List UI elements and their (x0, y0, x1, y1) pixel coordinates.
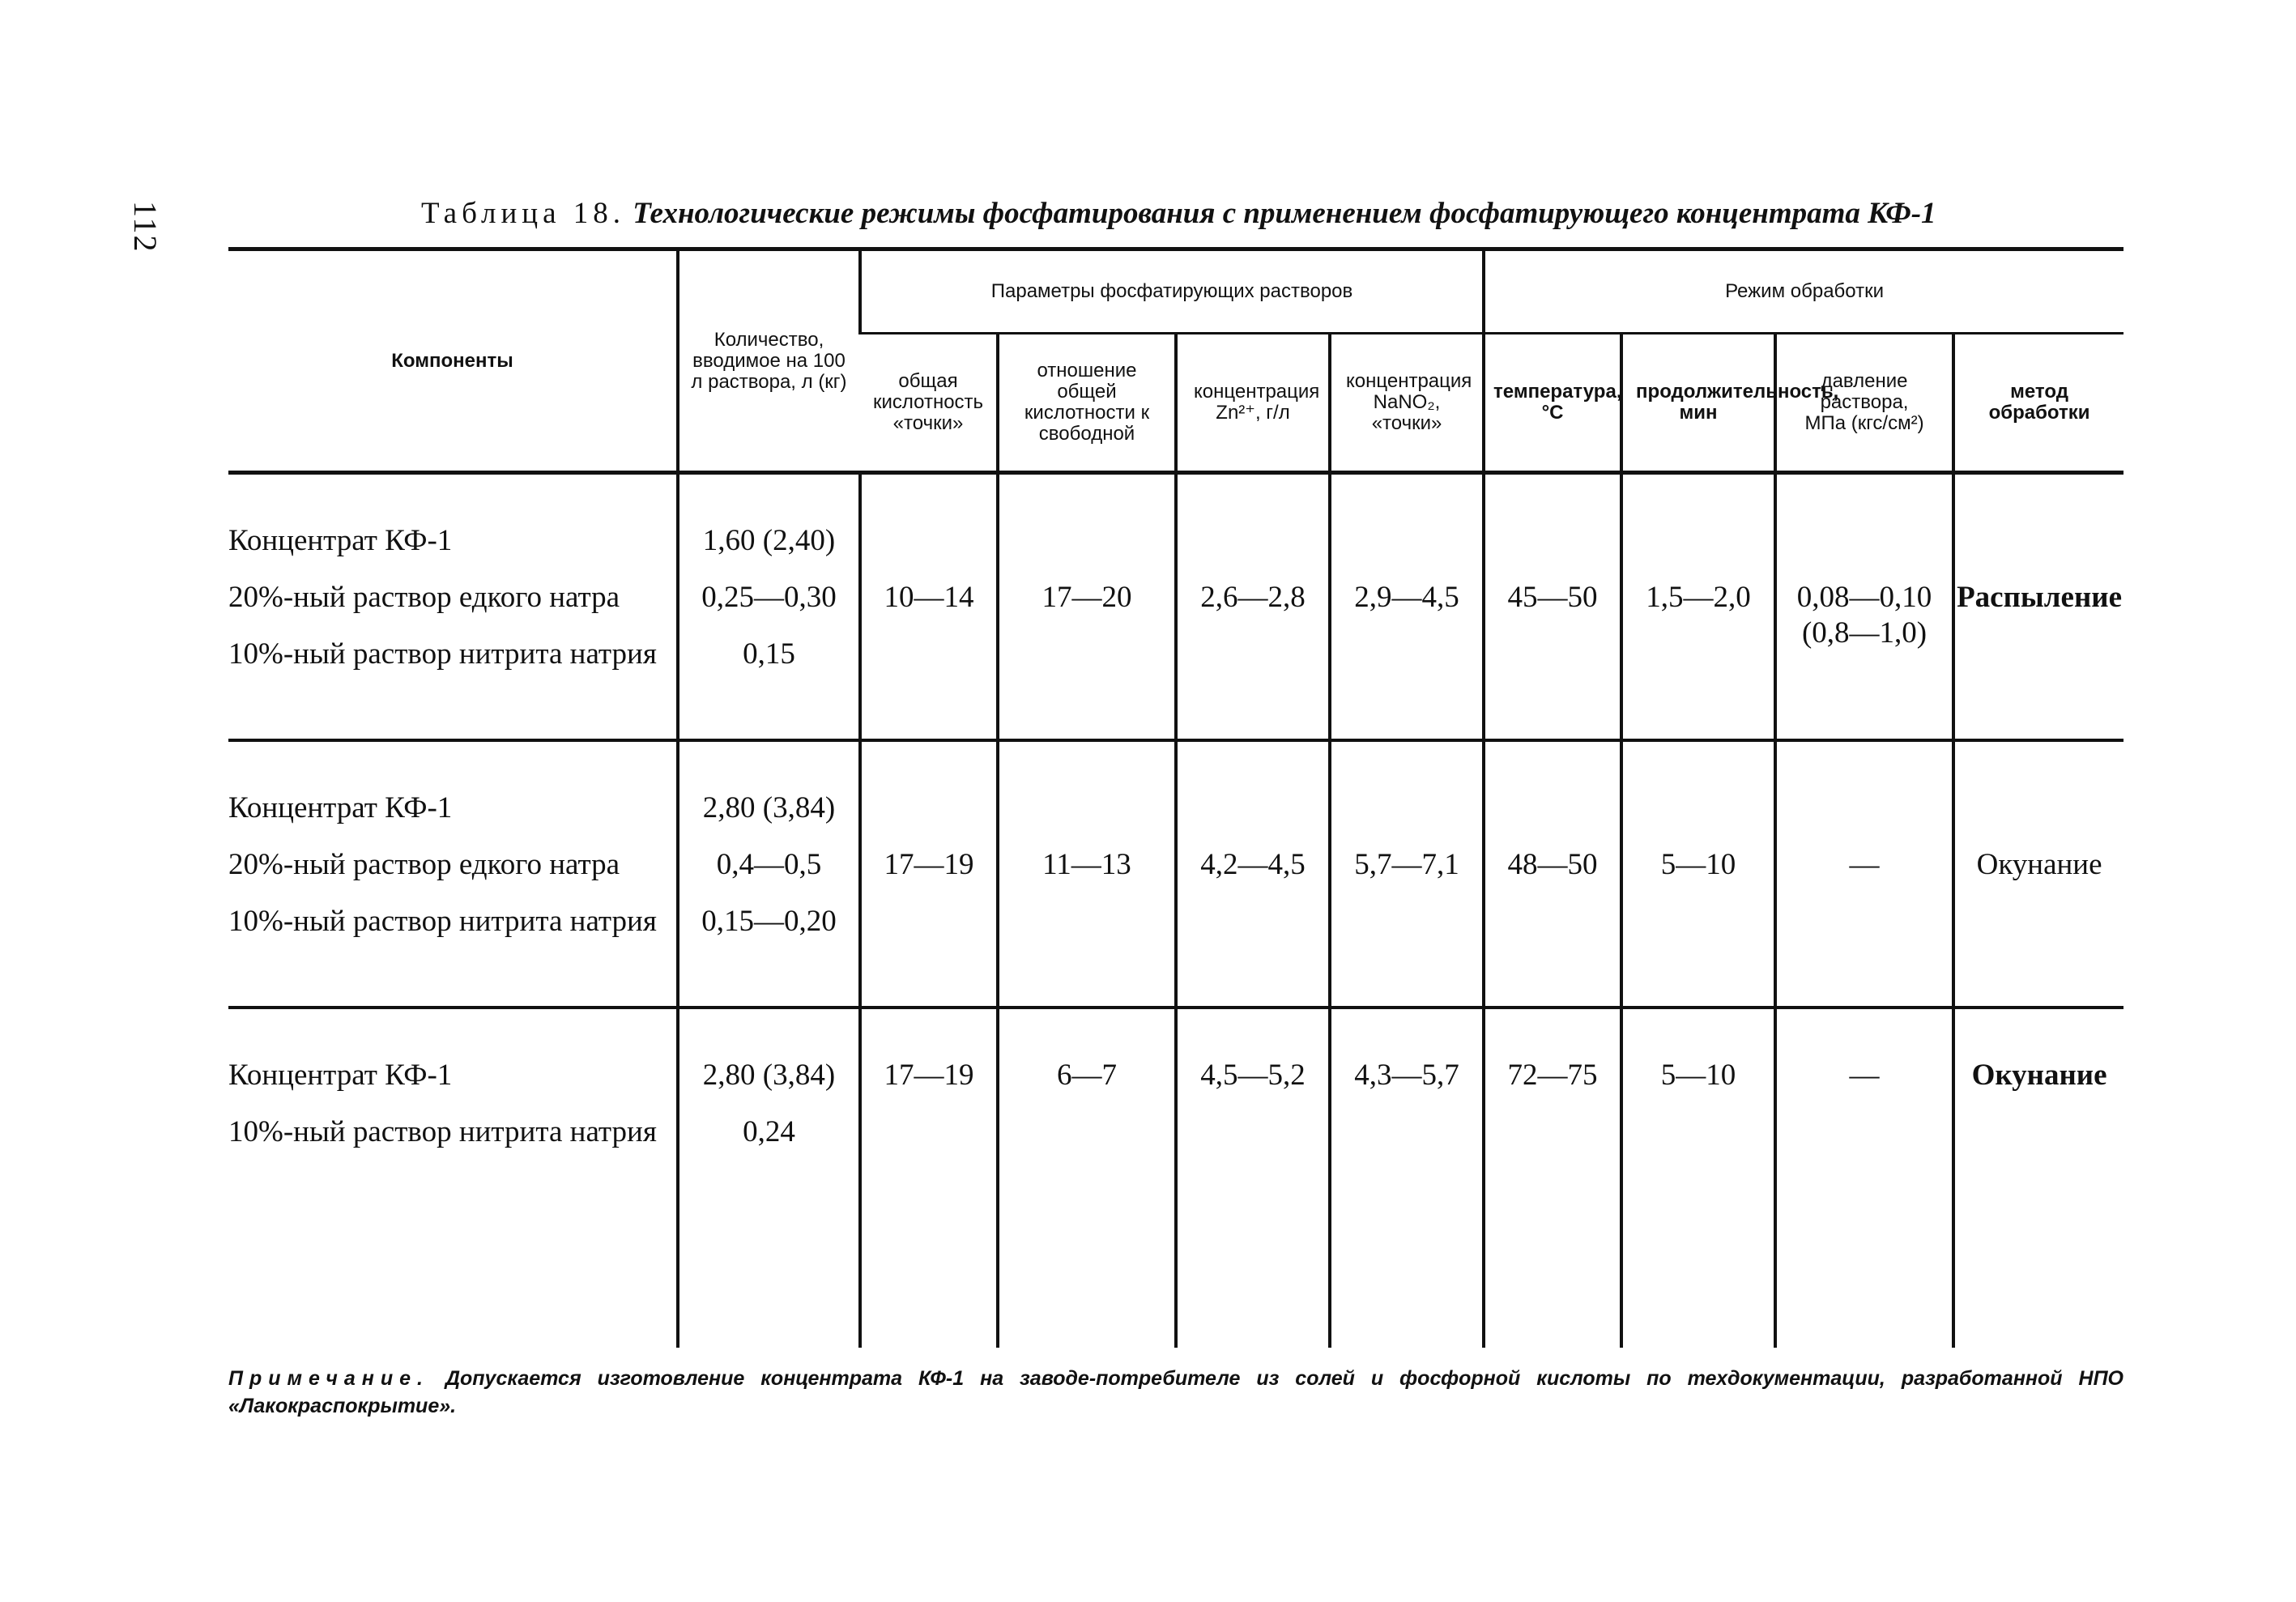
header-params-group: Параметры фосфатирующих растворов (860, 249, 1484, 334)
ratio-cell: 6—7 (998, 1008, 1176, 1348)
header-nano2-conc: концентрация NaNO₂, «точки» (1330, 334, 1484, 473)
method-cell: Окунание (1953, 740, 2123, 1008)
zn-cell: 4,5—5,2 (1176, 1008, 1330, 1348)
table-row (228, 1008, 2123, 1348)
phosphating-table (228, 247, 2123, 1348)
component-item: 10%-ный раствор нитрита натрия (228, 904, 657, 938)
table-note (228, 1365, 2123, 1420)
quantity-item: 0,15—0,20 (701, 904, 837, 938)
header-duration: продолжительность, мин (1621, 334, 1775, 473)
header-pressure: давление раствора, МПа (кгс/см²) (1775, 334, 1953, 473)
caption-title: Технологические режимы фосфатирования с применением фосфатирующего концентрата КФ-1 (633, 197, 1936, 230)
component-list (228, 740, 678, 1008)
header-quantity: Количество, вводимое на 100 л раствора, л (кг) (678, 249, 860, 473)
table-row (228, 473, 2123, 740)
quantity-list (678, 473, 860, 740)
quantity-item: 1,60 (2,40) (702, 524, 836, 557)
method-cell: Распыление (1953, 473, 2123, 740)
component-list (228, 473, 678, 740)
header-total-acidity: общая кислотность «точки» (860, 334, 998, 473)
pressure-cell: 0,08—0,10 (0,8—1,0) (1775, 473, 1953, 740)
total-acidity-cell: 17—19 (860, 1008, 998, 1348)
quantity-item: 0,24 (743, 1114, 795, 1148)
zn-cell: 4,2—4,5 (1176, 740, 1330, 1008)
zn-cell: 2,6—2,8 (1176, 473, 1330, 740)
component-item: Концентрат КФ-1 (228, 1058, 453, 1092)
component-item: 20%-ный раствор едкого натра (228, 581, 620, 614)
header-zn-conc: концентрация Zn²⁺, г/л (1176, 334, 1330, 473)
quantity-item: 2,80 (3,84) (702, 790, 836, 824)
duration-cell: 1,5—2,0 (1621, 473, 1775, 740)
nano2-cell: 5,7—7,1 (1330, 740, 1484, 1008)
quantity-list (678, 1008, 860, 1348)
temperature-cell: 45—50 (1484, 473, 1621, 740)
method-cell: Окунание (1953, 1008, 2123, 1348)
temperature-cell: 72—75 (1484, 1008, 1621, 1348)
header-temperature: температура, °С (1484, 334, 1621, 473)
total-acidity-cell: 10—14 (860, 473, 998, 740)
note-lead: Примечание. (228, 1367, 429, 1390)
header-components: Компоненты (391, 349, 513, 372)
component-item: 10%-ный раствор нитрита натрия (228, 637, 657, 671)
header-ratio: отношение общей кислотности к свободной (998, 334, 1176, 473)
component-item: Концентрат КФ-1 (228, 790, 453, 824)
header-mode-group: Режим обработки (1484, 249, 2123, 334)
table-caption (421, 196, 1936, 231)
quantity-list (678, 740, 860, 1008)
note-text: Допускается изготовление концентрата КФ-1 на заводе-потребителе из солей и фосфорной кислоты по техдокументации, разработанной НПО «Лакокраспокрытие». (228, 1367, 2123, 1417)
caption-lead: Таблица 18. (421, 197, 625, 230)
quantity-item: 0,15 (743, 637, 795, 671)
temperature-cell: 48—50 (1484, 740, 1621, 1008)
quantity-item: 0,4—0,5 (716, 847, 822, 881)
header-method: метод обработки (1953, 334, 2123, 473)
component-list (228, 1008, 678, 1348)
table-row (228, 740, 2123, 1008)
nano2-cell: 4,3—5,7 (1330, 1008, 1484, 1348)
pressure-cell: — (1775, 1008, 1953, 1348)
quantity-item: 0,25—0,30 (701, 581, 837, 614)
component-item: Концентрат КФ-1 (228, 524, 453, 557)
duration-cell: 5—10 (1621, 1008, 1775, 1348)
ratio-cell: 17—20 (998, 473, 1176, 740)
ratio-cell: 11—13 (998, 740, 1176, 1008)
nano2-cell: 2,9—4,5 (1330, 473, 1484, 740)
component-item: 20%-ный раствор едкого натра (228, 847, 620, 881)
page-number: 112 (127, 201, 164, 254)
component-item: 10%-ный раствор нитрита натрия (228, 1114, 657, 1148)
duration-cell: 5—10 (1621, 740, 1775, 1008)
total-acidity-cell: 17—19 (860, 740, 998, 1008)
quantity-item: 2,80 (3,84) (702, 1058, 836, 1092)
pressure-cell: — (1775, 740, 1953, 1008)
